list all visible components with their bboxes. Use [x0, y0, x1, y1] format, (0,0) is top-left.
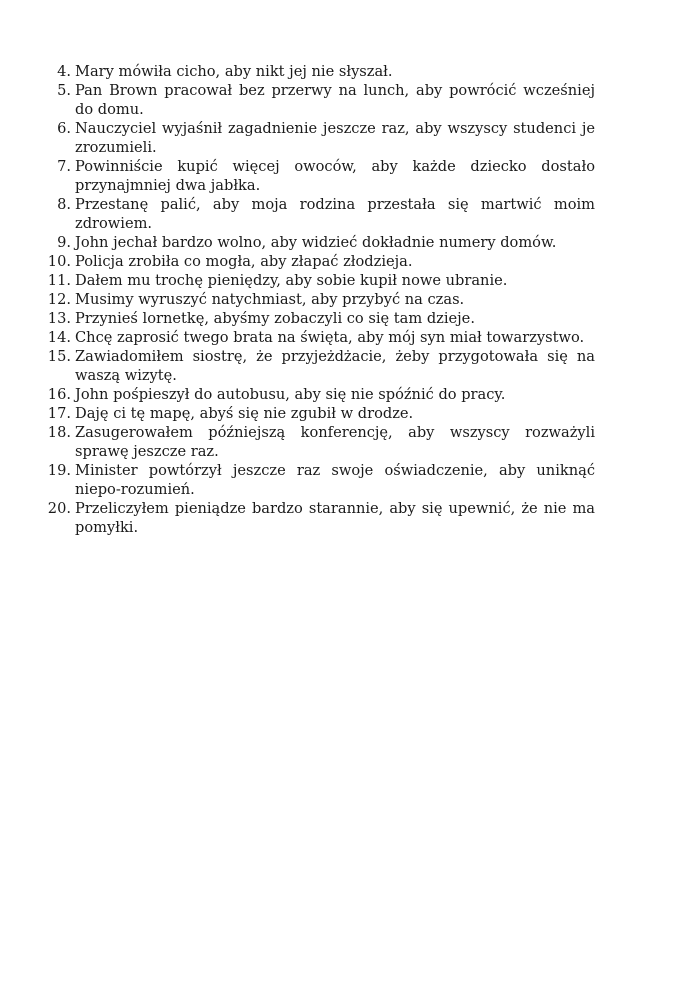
list-item: [43, 195, 595, 233]
item-number: 20.: [47, 500, 71, 517]
list-item: [43, 252, 595, 271]
list-item: [43, 309, 595, 328]
item-text: Powinniście kupić więcej owoców, aby każde dziecko dostało przynajmniej dwa jabłka.: [75, 158, 595, 194]
item-number: 12.: [47, 291, 71, 308]
sentence-list: [43, 62, 595, 537]
item-text: Policja zrobiła co mogła, aby złapać złodzieja.: [75, 253, 413, 270]
item-number: 13.: [47, 310, 71, 327]
list-item: [43, 347, 595, 385]
item-text: Minister powtórzył jeszcze raz swoje oświadczenie, aby uniknąć niepo-rozumień.: [75, 462, 595, 498]
item-number: 9.: [57, 234, 71, 251]
item-number: 16.: [47, 386, 71, 403]
list-item: [43, 157, 595, 195]
item-text: Dałem mu trochę pieniędzy, aby sobie kupił nowe ubranie.: [75, 272, 508, 289]
item-number: 18.: [47, 424, 71, 441]
item-number: 11.: [47, 272, 71, 289]
list-item: [43, 461, 595, 499]
item-number: 14.: [47, 329, 71, 346]
item-number: 6.: [57, 120, 71, 137]
item-text: Przestanę palić, aby moja rodzina przestała się martwić moim zdrowiem.: [75, 196, 595, 232]
item-number: 4.: [57, 63, 71, 80]
item-number: 7.: [57, 158, 71, 175]
list-item: [43, 81, 595, 119]
item-number: 5.: [57, 82, 71, 99]
item-text: Daję ci tę mapę, abyś się nie zgubił w drodze.: [75, 405, 414, 422]
list-item: [43, 290, 595, 309]
item-text: Przynieś lornetkę, abyśmy zobaczyli co się tam dzieje.: [75, 310, 475, 327]
item-text: Musimy wyruszyć natychmiast, aby przybyć na czas.: [75, 291, 465, 308]
list-item: [43, 499, 595, 537]
list-item: [43, 119, 595, 157]
item-text: John jechał bardzo wolno, aby widzieć dokładnie numery domów.: [75, 234, 557, 251]
item-number: 15.: [47, 348, 71, 365]
item-text: Mary mówiła cicho, aby nikt jej nie słyszał.: [75, 63, 393, 80]
item-text: John pośpieszył do autobusu, aby się nie spóźnić do pracy.: [75, 386, 506, 403]
list-item: [43, 62, 595, 81]
item-text: Zawiadomiłem siostrę, że przyjeżdżacie, żeby przygotowała się na waszą wizytę.: [75, 348, 595, 384]
item-number: 8.: [57, 196, 71, 213]
item-number: 19.: [47, 462, 71, 479]
item-number: 17.: [47, 405, 71, 422]
list-item: [43, 385, 595, 404]
item-text: Pan Brown pracował bez przerwy na lunch, aby powrócić wcześniej do domu.: [75, 82, 595, 118]
item-number: 10.: [47, 253, 71, 270]
item-text: Zasugerowałem późniejszą konferencję, aby wszyscy rozważyli sprawę jeszcze raz.: [75, 424, 595, 460]
list-item: [43, 271, 595, 290]
list-item: [43, 423, 595, 461]
item-text: Chcę zaprosić twego brata na święta, aby mój syn miał towarzystwo.: [75, 329, 585, 346]
list-item: [43, 328, 595, 347]
list-item: [43, 404, 595, 423]
item-text: Przeliczyłem pieniądze bardzo starannie, aby się upewnić, że nie ma pomyłki.: [75, 500, 595, 536]
item-text: Nauczyciel wyjaśnił zagadnienie jeszcze raz, aby wszyscy studenci je zrozumieli.: [75, 120, 595, 156]
list-item: [43, 233, 595, 252]
